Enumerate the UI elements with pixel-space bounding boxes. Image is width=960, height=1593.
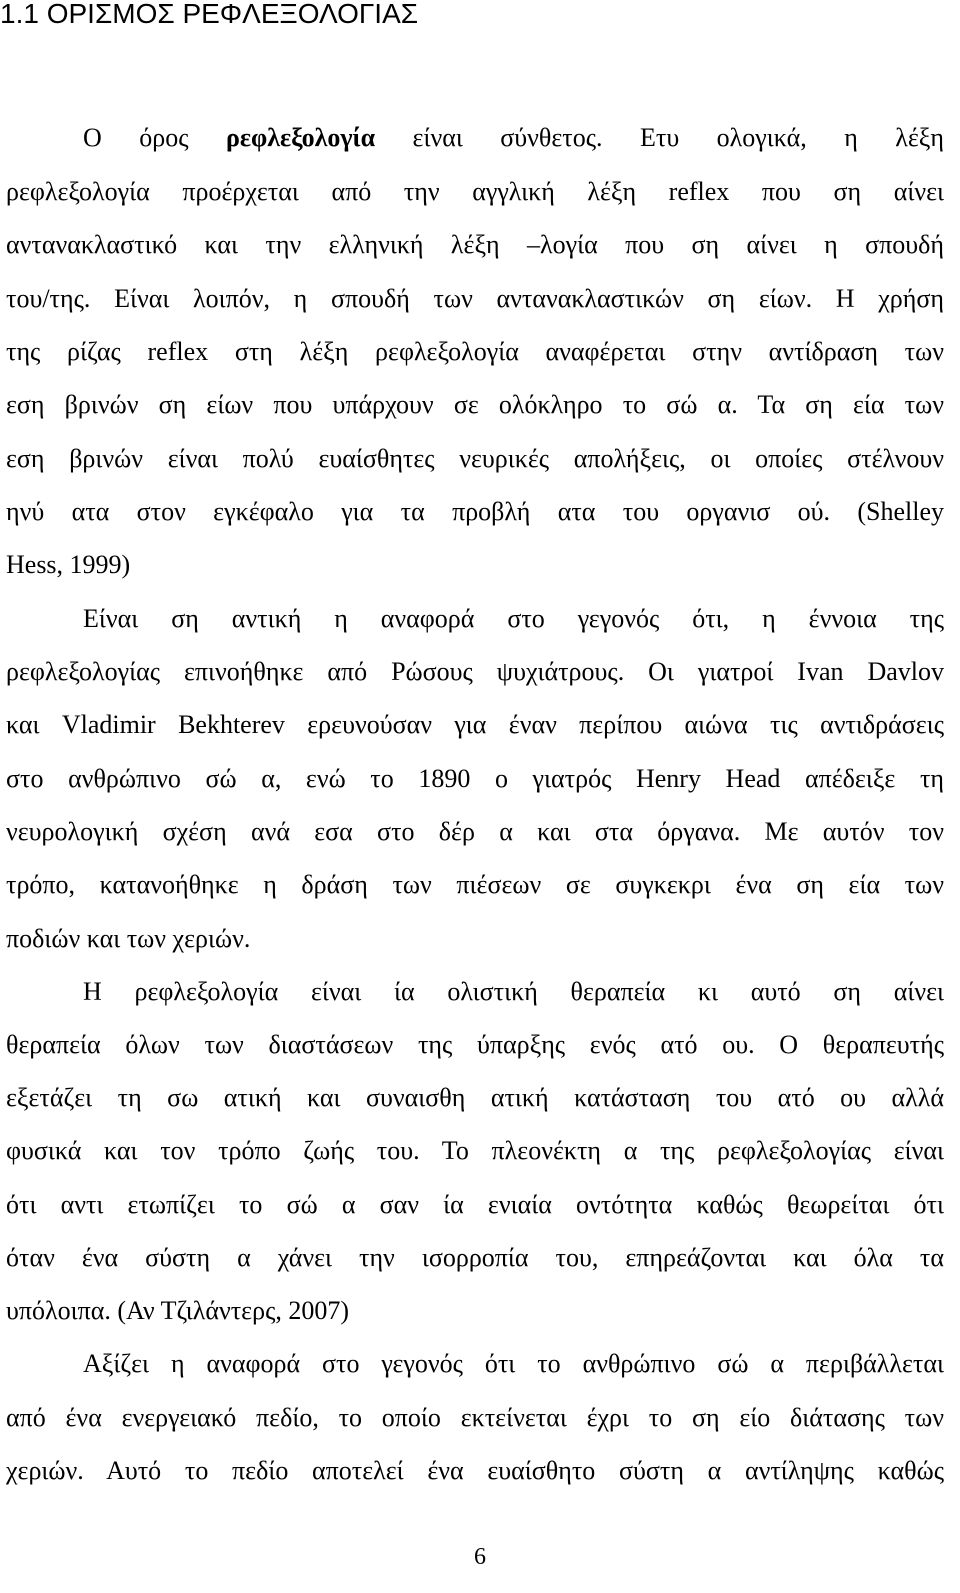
paragraph-1-line-7: εση βρινών είναι πολύ ευαίσθητες νευρικές απολήξεις, οι οποίες στέλνουν (6, 444, 944, 473)
section-heading: 1.1 ΟΡΙΣΜΟΣ ΡΕΦΛΕΞΟΛΟΓΙΑΣ (0, 0, 419, 29)
paragraph-4-line-3: χεριών. Αυτό το πεδίο αποτελεί ένα ευαίσθητο σύστη α αντίληψης καθώς (6, 1456, 944, 1485)
paragraph-2-line-5: νευρολογική σχέση ανά εσα στο δέρ α και στα όργανα. Με αυτόν τον (6, 817, 944, 846)
paragraph-2-line-3: και Vladimir Bekhterev ερευνούσαν για έναν περίπου αιώνα τις αντιδράσεις (6, 710, 944, 739)
paragraph-1-line-5: της ρίζας reflex στη λέξη ρεφλεξολογία αναφέρεται στην αντίδραση των (6, 337, 944, 366)
paragraph-4-line-2: από ένα ενεργειακό πεδίο, το οποίο εκτείνεται έχρι το ση είο διάτασης των (6, 1403, 944, 1432)
paragraph-2-line-2: ρεφλεξολογίας επινοήθηκε από Ρώσους ψυχιάτρους. Οι γιατροί Ivan Davlov (6, 657, 944, 686)
text-segment: είναι σύνθετος. Ετυ ολογικά, η λέξη (375, 123, 944, 152)
paragraph-3-line-3: εξετάζει τη σω ατική και συναισθη ατική κατάσταση του ατό ου αλλά (6, 1083, 944, 1112)
text-segment: Ο όρος (83, 123, 226, 152)
paragraph-1-line-2: ρεφλεξολογία προέρχεται από την αγγλική λέξη reflex που ση αίνει (6, 177, 944, 206)
paragraph-1-line-1 (83, 122, 944, 154)
paragraph-1-line-6: εση βρινών ση είων που υπάρχουν σε ολόκληρο το σώ α. Τα ση εία των (6, 390, 944, 419)
paragraph-2-line-7: ποδιών και των χεριών. (6, 924, 251, 953)
paragraph-4-line-1: Αξίζει η αναφορά στο γεγονός ότι το ανθρώπινο σώ α περιβάλλεται (83, 1349, 944, 1378)
bold-term: ρεφλεξολογία (225, 123, 376, 152)
paragraph-1-line-8: ηνύ ατα στον εγκέφαλο για τα προβλή ατα του οργανισ ού. (Shelley (6, 497, 944, 526)
paragraph-3-line-5: ότι αντι ετωπίζει το σώ α σαν ία ενιαία οντότητα καθώς θεωρείται ότι (6, 1190, 944, 1219)
paragraph-3-line-6: όταν ένα σύστη α χάνει την ισορροπία του, επηρεάζονται και όλα τα (6, 1243, 944, 1272)
paragraph-3-line-1: Η ρεφλεξολογία είναι ία ολιστική θεραπεία κι αυτό ση αίνει (83, 977, 944, 1006)
paragraph-2-line-1: Είναι ση αντική η αναφορά στο γεγονός ότι, η έννοια της (83, 604, 944, 633)
paragraph-1-line-4: του/της. Είναι λοιπόν, η σπουδή των αντανακλαστικών ση είων. Η χρήση (6, 284, 944, 313)
page-number: 6 (474, 1544, 486, 1570)
paragraph-2-line-4: στο ανθρώπινο σώ α, ενώ το 1890 ο γιατρός Henry Head απέδειξε τη (6, 764, 944, 793)
paragraph-3-line-4: φυσικά και τον τρόπο ζωής του. Το πλεονέκτη α της ρεφλεξολογίας είναι (6, 1136, 944, 1165)
paragraph-2-line-6: τρόπο, κατανοήθηκε η δράση των πιέσεων σε συγκεκρι ένα ση εία των (6, 870, 944, 899)
paragraph-3-line-2: θεραπεία όλων των διαστάσεων της ύπαρξης ενός ατό ου. Ο θεραπευτής (6, 1030, 944, 1059)
paragraph-1-line-3: αντανακλαστικό και την ελληνική λέξη –λογία που ση αίνει η σπουδή (6, 230, 944, 259)
paragraph-3-line-7: υπόλοιπα. (Αν Τζιλάντερς, 2007) (6, 1296, 350, 1325)
paragraph-1-line-9: Hess, 1999) (6, 550, 131, 579)
